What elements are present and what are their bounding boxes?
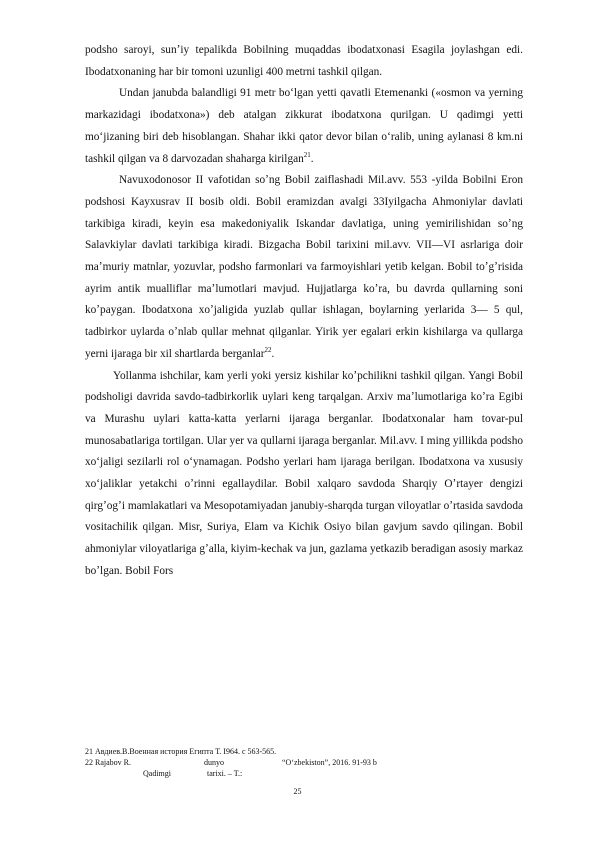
main-text — [85, 40, 523, 583]
paragraph-2-text: Undan janubda balandligi 91 metr bo‘lgan yetti qavatli Etemenanki («osmon va yerning markazidagi ibodatxona») deb atalgan zikkurat ibodatxona qurilgan. U qadimgi yetti mo‘jizaning biri deb hisoblangan. Shahar ikki qator devor bilan o‘ralib, uning aylanasi 8 km.ni tashkil qilgan va 8 darvozadan shaharga kirilgan — [85, 87, 523, 165]
footnote-22-word-tarixi: tarixi. – T.: — [207, 768, 243, 778]
footnote-22-word-dunyo: dunyo — [204, 757, 224, 767]
footnote-ref-22: 22 — [264, 345, 272, 354]
paragraph-4 — [85, 366, 523, 583]
footnotes — [85, 747, 523, 780]
paragraph-2: Undan janubda balandligi 91 metr bo‘lgan yetti qavatli Etemenanki («osmon va yerning markazidagi ibodatxona») deb atalgan zikkurat ibodatxona qurilgan. U qadimgi yetti mo‘jizaning biri deb hisoblangan. Shahar ikki qator devor bilan o‘ralib, uning aylanasi 8 km.ni tashkil qilgan va 8 darvozadan shaharga kirilgan$^{21}$. — [85, 87, 523, 165]
footnote-22-author: 22 Rajabov R. — [85, 757, 131, 767]
page-number: 25 — [293, 787, 302, 796]
footnote-22 — [85, 758, 523, 780]
footnote-22-publisher: “O‘zbekiston”, 2016. 91-93 b — [282, 757, 377, 767]
footnote-ref-21: 21 — [303, 150, 311, 159]
paragraph-3-text: Navuxodonosor II vafotidan soʼng Bobil zaiflashadi Mil.avv. 553 -yilda Bobilni Eron podshosi Kayxusrav II bosib oldi. Bobil eramizdan avalgi 33Iyilgacha Ahmoniylar davlati tarkibiga kiradi, keyin esa makedoniyalik Iskandar davlatiga, uning yemirilishidan soʼng Salavkiylar davlati tarkibiga kiradi. Bizgacha Bobil tarixini mil.avv. VII—VI asrlariga doir maʼmuriy matnlar, yozuvlar, podsho farmonlari va farmoyishlari yetib kelgan. Bobil toʼgʼrisida ayrim antik mualliflar maʼlumotlari mavjud. Hujjatlarga koʼra, bu davrda qullarning soni koʼpaygan. Ibodatxona xoʼjaligida yuzlab qullar ishlagan, boylarning yerlarida 3— 5 qul, tadbirkor uylarda oʼnlab qullar mehnat qilganlar. Yirik yer egalari erkin kishilarga va qullarga yerni ijaraga bir xil shartlarda berganlar — [85, 174, 523, 360]
paragraph-3: Navuxodonosor II vafotidan soʼng Bobil zaiflashadi Mil.avv. 553 -yilda Bobilni Eron podshosi Kayxusrav II bosib oldi. Bobil eramizdan avalgi 33Iyilgacha Ahmoniylar davlati tarkibiga kiradi, keyin esa makedoniyalik Iskandar davlatiga, uning yemirilishidan soʼng Salavkiylar davlati tarkibiga kiradi. Bizgacha Bobil tarixini mil.avv. VII—VI asrlariga doir maʼmuriy matnlar, yozuvlar, podsho farmonlari va farmoyishlari yetib kelgan. Bobil toʼgʼrisida ayrim antik mualliflar maʼlumotlari mavjud. Hujjatlarga koʼra, bu davrda qullarning soni koʼpaygan. Ibodatxona xoʼjaligida yuzlab qullar ishlagan, boylarning yerlarida 3— 5 qul, tadbirkor uylarda oʼnlab qullar mehnat qilganlar. Yirik yer egalari erkin kishilarga va qullarga yerni ijaraga bir xil shartlarda berganlar$^{22}$. — [85, 174, 523, 360]
footnote-22-word-qadimgi: Qadimgi — [143, 768, 171, 778]
footnote-21: 21 Авдиев.В.Военная история Египта Т. I964. с 563-565. — [85, 747, 277, 756]
paragraph-1-text: podsho saroyi, sunʼiy tepalikda Bobilning muqaddas ibodatxonasi Esagila joylashgan edi. Ibodatxonaning har bir tomoni uzunligi 400 metrni tashkil qilgan. — [85, 44, 523, 78]
paragraph-4-text: Yollanma ishchilar, kam yerli yoki yersiz kishilar koʼpchilikni tashkil qilgan. Yangi Bobil podsholigi davrida savdo-tadbirkorlik uylari keng tarqalgan. Arxiv maʼlumotlariga koʼra Egibi va Murashu uylari katta-katta yerlarni ijaraga berganlar. Ibodatxonalar ham tovar-pul munosabatlariga tortilgan. Ular yer va qullarni ijaraga berganlar. Mil.avv. I ming yillikda podsho xo‘jaligi sezilarli rol o‘ynamagan. Podsho yerlari ham ijaraga berilgan. Ibodatxona va xususiy xo‘jaliklar yetakchi oʼrinni egallaydilar. Bobil xalqaro savdoda Sharqiy Oʼrtayer dengizi qirgʼogʼi mamlakatlari va Mesopotamiyadan janubiy-sharqda turgan viloyatlar oʼrtasida savdoda vositachilik qilgan. Misr, Suriya, Elam va Kichik Osiyo bilan gavjum savdo qilingan. Bobil ahmoniylar viloyatlariga gʼalla, kiyim-kechak va jun, gazlama yetkazib beradigan asosiy markaz boʼlgan. Bobil Fors — [85, 369, 523, 577]
paragraph-1 — [85, 40, 523, 83]
